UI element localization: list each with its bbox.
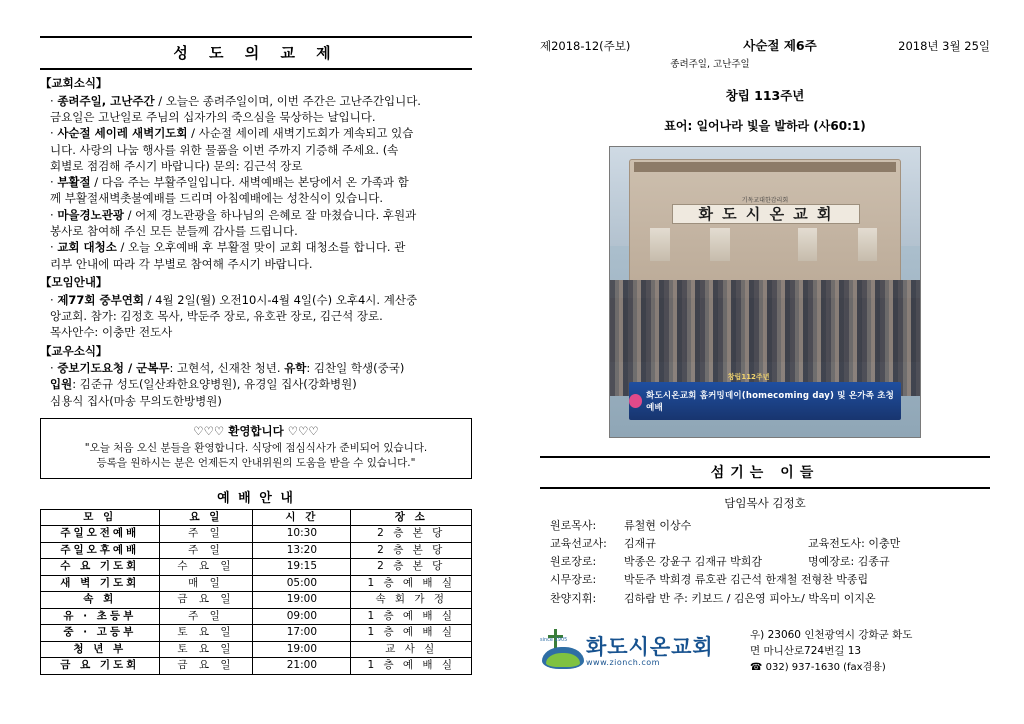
cell-time: 19:15 bbox=[253, 559, 351, 576]
news-line: · 사순절 세이레 새벽기도회 / 사순절 세이레 새벽기도회가 계속되고 있습 bbox=[50, 126, 414, 141]
news-item bbox=[40, 125, 472, 174]
cell-day: 주 일 bbox=[159, 542, 253, 559]
welcome-line-1: "오늘 처음 오신 분들을 환영합니다. 식당에 점심식사가 준비되어 있습니다. bbox=[84, 442, 428, 455]
cell-place: 교 사 실 bbox=[351, 641, 472, 658]
cell-day: 토 요 일 bbox=[159, 625, 253, 642]
worship-table-title: 예 배 안 내 bbox=[217, 490, 295, 506]
left-title-box bbox=[40, 36, 472, 70]
cell-meeting: 유 · 초등부 bbox=[41, 608, 160, 625]
news-line: 니다. 사랑의 나눔 행사를 위한 물품을 이번 주까지 기증해 주세요. (속 bbox=[50, 142, 399, 157]
table-row bbox=[41, 625, 472, 642]
cell-meeting: 주일오전예배 bbox=[41, 526, 160, 543]
right-column bbox=[540, 36, 990, 608]
church-news-section bbox=[40, 76, 472, 272]
news-line: · 부활절 / 다음 주는 부활주일입니다. 새벽예배는 본당에서 온 가족과 함 bbox=[50, 175, 409, 190]
hill-shape-green bbox=[546, 653, 580, 667]
worship-schedule-table bbox=[40, 509, 472, 675]
cell-place: 1 층 예 배 실 bbox=[351, 608, 472, 625]
church-address bbox=[750, 628, 990, 675]
photo-column bbox=[650, 228, 669, 261]
left-title: 성 도 의 교 제 bbox=[173, 44, 339, 62]
meeting-info-section bbox=[40, 275, 472, 341]
section-heading-meeting-info: 【모임안내】 bbox=[40, 275, 108, 290]
address-line-2: 면 마니산로724번길 13 bbox=[750, 644, 862, 657]
photo-denomination-text: 기독교대한감리회 bbox=[741, 196, 789, 204]
bulletin-date: 2018년 3월 25일 bbox=[898, 39, 990, 53]
table-row bbox=[41, 608, 472, 625]
cell-meeting: 금 요 기도회 bbox=[41, 658, 160, 675]
member-news-section bbox=[40, 344, 472, 410]
cell-meeting: 새 벽 기도회 bbox=[41, 575, 160, 592]
news-item bbox=[40, 207, 472, 240]
welcome-box bbox=[40, 418, 472, 478]
cell-time: 19:00 bbox=[253, 641, 351, 658]
section-heading-church-news: 【교회소식】 bbox=[40, 76, 108, 90]
col-header-place: 장 소 bbox=[351, 509, 472, 526]
cell-day: 수 요 일 bbox=[159, 559, 253, 576]
servant-row bbox=[550, 517, 990, 535]
servant-row bbox=[550, 553, 990, 571]
servant-role-label: 찬양지휘: bbox=[550, 591, 597, 605]
news-item bbox=[40, 174, 472, 207]
issue-number: 제2018-12(주보) bbox=[540, 39, 631, 53]
cell-place: 2 층 본 당 bbox=[351, 542, 472, 559]
cell-time: 05:00 bbox=[253, 575, 351, 592]
news-line: · 마을경노관광 / 어제 경노관광을 하나님의 은혜로 잘 마쳤습니다. 후원과 bbox=[50, 207, 417, 222]
welcome-line-2: 등록을 원하시는 분은 언제든지 안내위원의 도움을 받을 수 있습니다." bbox=[96, 457, 416, 470]
col-header-day: 요 일 bbox=[159, 509, 253, 526]
col-header-time: 시 간 bbox=[253, 509, 351, 526]
table-row bbox=[41, 658, 472, 675]
member-line: · 중보기도요청 / 군복무: 고현석, 신재찬 청년. 유학: 김찬일 학생(중국) bbox=[50, 361, 405, 376]
photo-column bbox=[710, 228, 729, 261]
cell-meeting: 중 · 고등부 bbox=[41, 625, 160, 642]
servant-role-label: 시무장로: bbox=[550, 573, 597, 587]
welcome-title: ♡♡♡ 환영합니다 ♡♡♡ bbox=[193, 424, 319, 439]
cell-time: 10:30 bbox=[253, 526, 351, 543]
cell-place: 2 층 본 당 bbox=[351, 559, 472, 576]
photo-banner-text: 화도시온교회 홈커밍데이(homecoming day) 및 온가족 초청예배 bbox=[646, 390, 895, 413]
left-column bbox=[40, 36, 472, 675]
member-item bbox=[40, 360, 472, 409]
photo-church-sign: 화 도 시 온 교 회 bbox=[672, 204, 860, 224]
cell-time: 09:00 bbox=[253, 608, 351, 625]
news-line: 께 부활절새벽촛불예배를 드리며 아침예배에는 성찬식이 있습니다. bbox=[50, 191, 383, 206]
servant-names: 류철현 이상수 bbox=[624, 519, 692, 532]
cell-day: 금 요 일 bbox=[159, 658, 253, 675]
photo-column bbox=[858, 228, 877, 261]
servant-role-label: 원로목사: bbox=[550, 519, 597, 532]
cell-day: 금 요 일 bbox=[159, 592, 253, 609]
photo-column bbox=[798, 228, 817, 261]
servant-row bbox=[550, 535, 990, 553]
servant-names: 박종은 강윤구 김재규 박희감 명예장로: 김종규 bbox=[624, 555, 890, 569]
logo-church-name: 화도시온교회 bbox=[586, 634, 714, 659]
meeting-item bbox=[40, 292, 472, 341]
news-line: 리부 안내에 따라 각 부별로 참여해 주시기 바랍니다. bbox=[50, 256, 313, 271]
table-row bbox=[41, 641, 472, 658]
cell-day: 토 요 일 bbox=[159, 641, 253, 658]
banner-dot-icon bbox=[629, 394, 643, 408]
table-row bbox=[41, 542, 472, 559]
cell-day: 매 일 bbox=[159, 575, 253, 592]
cell-time: 19:00 bbox=[253, 592, 351, 609]
servants-list bbox=[540, 517, 990, 608]
logo-website[interactable]: www.zionch.com bbox=[586, 657, 660, 667]
section-heading-member-news: 【교우소식】 bbox=[40, 343, 108, 358]
servant-role-label: 교육선교사: bbox=[550, 537, 607, 551]
anniversary-text: 창립 113주년 bbox=[725, 88, 805, 103]
servants-title: 섬기는 이들 bbox=[710, 465, 820, 481]
meeting-line: · 제77회 중부연회 / 4월 2일(월) 오전10시-4월 4일(수) 오후4시. 계산중 bbox=[50, 292, 418, 307]
lead-pastor: 담임목사 김정호 bbox=[724, 496, 806, 510]
cell-time: 17:00 bbox=[253, 625, 351, 642]
year-motto: 표어: 일어나라 빛을 발하라 (사60:1) bbox=[664, 119, 866, 133]
meeting-line: 목사안수: 이충만 전도사 bbox=[50, 325, 173, 340]
cell-meeting: 주일오후예배 bbox=[41, 542, 160, 559]
cell-place: 1 층 예 배 실 bbox=[351, 575, 472, 592]
cell-meeting: 수 요 기도회 bbox=[41, 559, 160, 576]
season-title: 사순절 제6주 bbox=[743, 38, 817, 53]
cell-time: 13:20 bbox=[253, 542, 351, 559]
news-line: · 교회 대청소 / 오늘 오후예배 후 부활절 맞이 교회 대청소를 합니다. 관 bbox=[50, 240, 406, 255]
news-line: 회별로 점검해 주시기 바랍니다) 문의: 김근석 장로 bbox=[50, 158, 303, 173]
cell-time: 21:00 bbox=[253, 658, 351, 675]
servants-title-box bbox=[540, 456, 990, 489]
cell-place: 2 층 본 당 bbox=[351, 526, 472, 543]
member-line: 입원: 김준규 성도(일산좌한요양병원), 유경일 집사(강화병원) bbox=[50, 377, 357, 392]
table-row bbox=[41, 559, 472, 576]
cell-place: 1 층 예 배 실 bbox=[351, 625, 472, 642]
member-line: 심용식 집사(마송 무의도한방병원) bbox=[50, 393, 222, 408]
table-row bbox=[41, 592, 472, 609]
bulletin-header bbox=[540, 36, 990, 54]
table-row bbox=[41, 575, 472, 592]
photo-banner bbox=[629, 382, 902, 420]
meeting-line: 앙교회. 참가: 김정호 목사, 박둔주 장로, 유호관 장로, 김근석 장로. bbox=[50, 308, 383, 323]
table-header-row bbox=[41, 509, 472, 526]
news-line: 봉사로 참여해 주신 모든 분들께 감사를 드립니다. bbox=[50, 224, 298, 239]
news-item bbox=[40, 93, 472, 126]
church-photo bbox=[609, 146, 921, 438]
servant-role-label: 원로장로: bbox=[550, 555, 597, 569]
servant-names: 박둔주 박희경 류호관 김근석 한재철 전형찬 박종립 bbox=[624, 573, 869, 587]
cell-place: 속 회 가 정 bbox=[351, 592, 472, 609]
address-line-1: 우) 23060 인천광역시 강화군 화도 bbox=[750, 629, 913, 641]
logo-year: since 1905 bbox=[540, 637, 568, 644]
church-logo-icon bbox=[540, 629, 586, 673]
church-logo bbox=[540, 629, 750, 673]
photo-banner-anniversary: 창립112주년 bbox=[727, 372, 770, 381]
cell-place: 1 층 예 배 실 bbox=[351, 658, 472, 675]
news-item bbox=[40, 239, 472, 272]
news-line: · 종려주일, 고난주간 / 오늘은 종려주일이며, 이번 주간은 고난주간입니다. bbox=[50, 93, 421, 108]
logo-text bbox=[586, 636, 714, 667]
cell-meeting: 속 회 bbox=[41, 592, 160, 609]
cell-day: 주 일 bbox=[159, 608, 253, 625]
servant-names: 김하람 반 주: 키보드 / 김은영 피아노/ 박옥미 이지온 bbox=[624, 591, 876, 605]
servant-row bbox=[550, 571, 990, 589]
footer bbox=[540, 628, 990, 675]
header-subtitle: 종려주일, 고난주일 bbox=[670, 59, 750, 70]
col-header-meeting: 모 임 bbox=[41, 509, 160, 526]
church-phone: ☎ 032) 937-1630 (fax겸용) bbox=[750, 661, 886, 673]
cell-meeting: 청 년 부 bbox=[41, 641, 160, 658]
servant-names: 김재규 교육전도사: 이충만 bbox=[624, 537, 901, 551]
servant-row bbox=[550, 590, 990, 608]
cell-day: 주 일 bbox=[159, 526, 253, 543]
table-row bbox=[41, 526, 472, 543]
news-line: 금요일은 고난일로 주님의 십자가의 죽으심을 묵상하는 날입니다. bbox=[50, 109, 376, 124]
photo-roof bbox=[634, 162, 896, 173]
